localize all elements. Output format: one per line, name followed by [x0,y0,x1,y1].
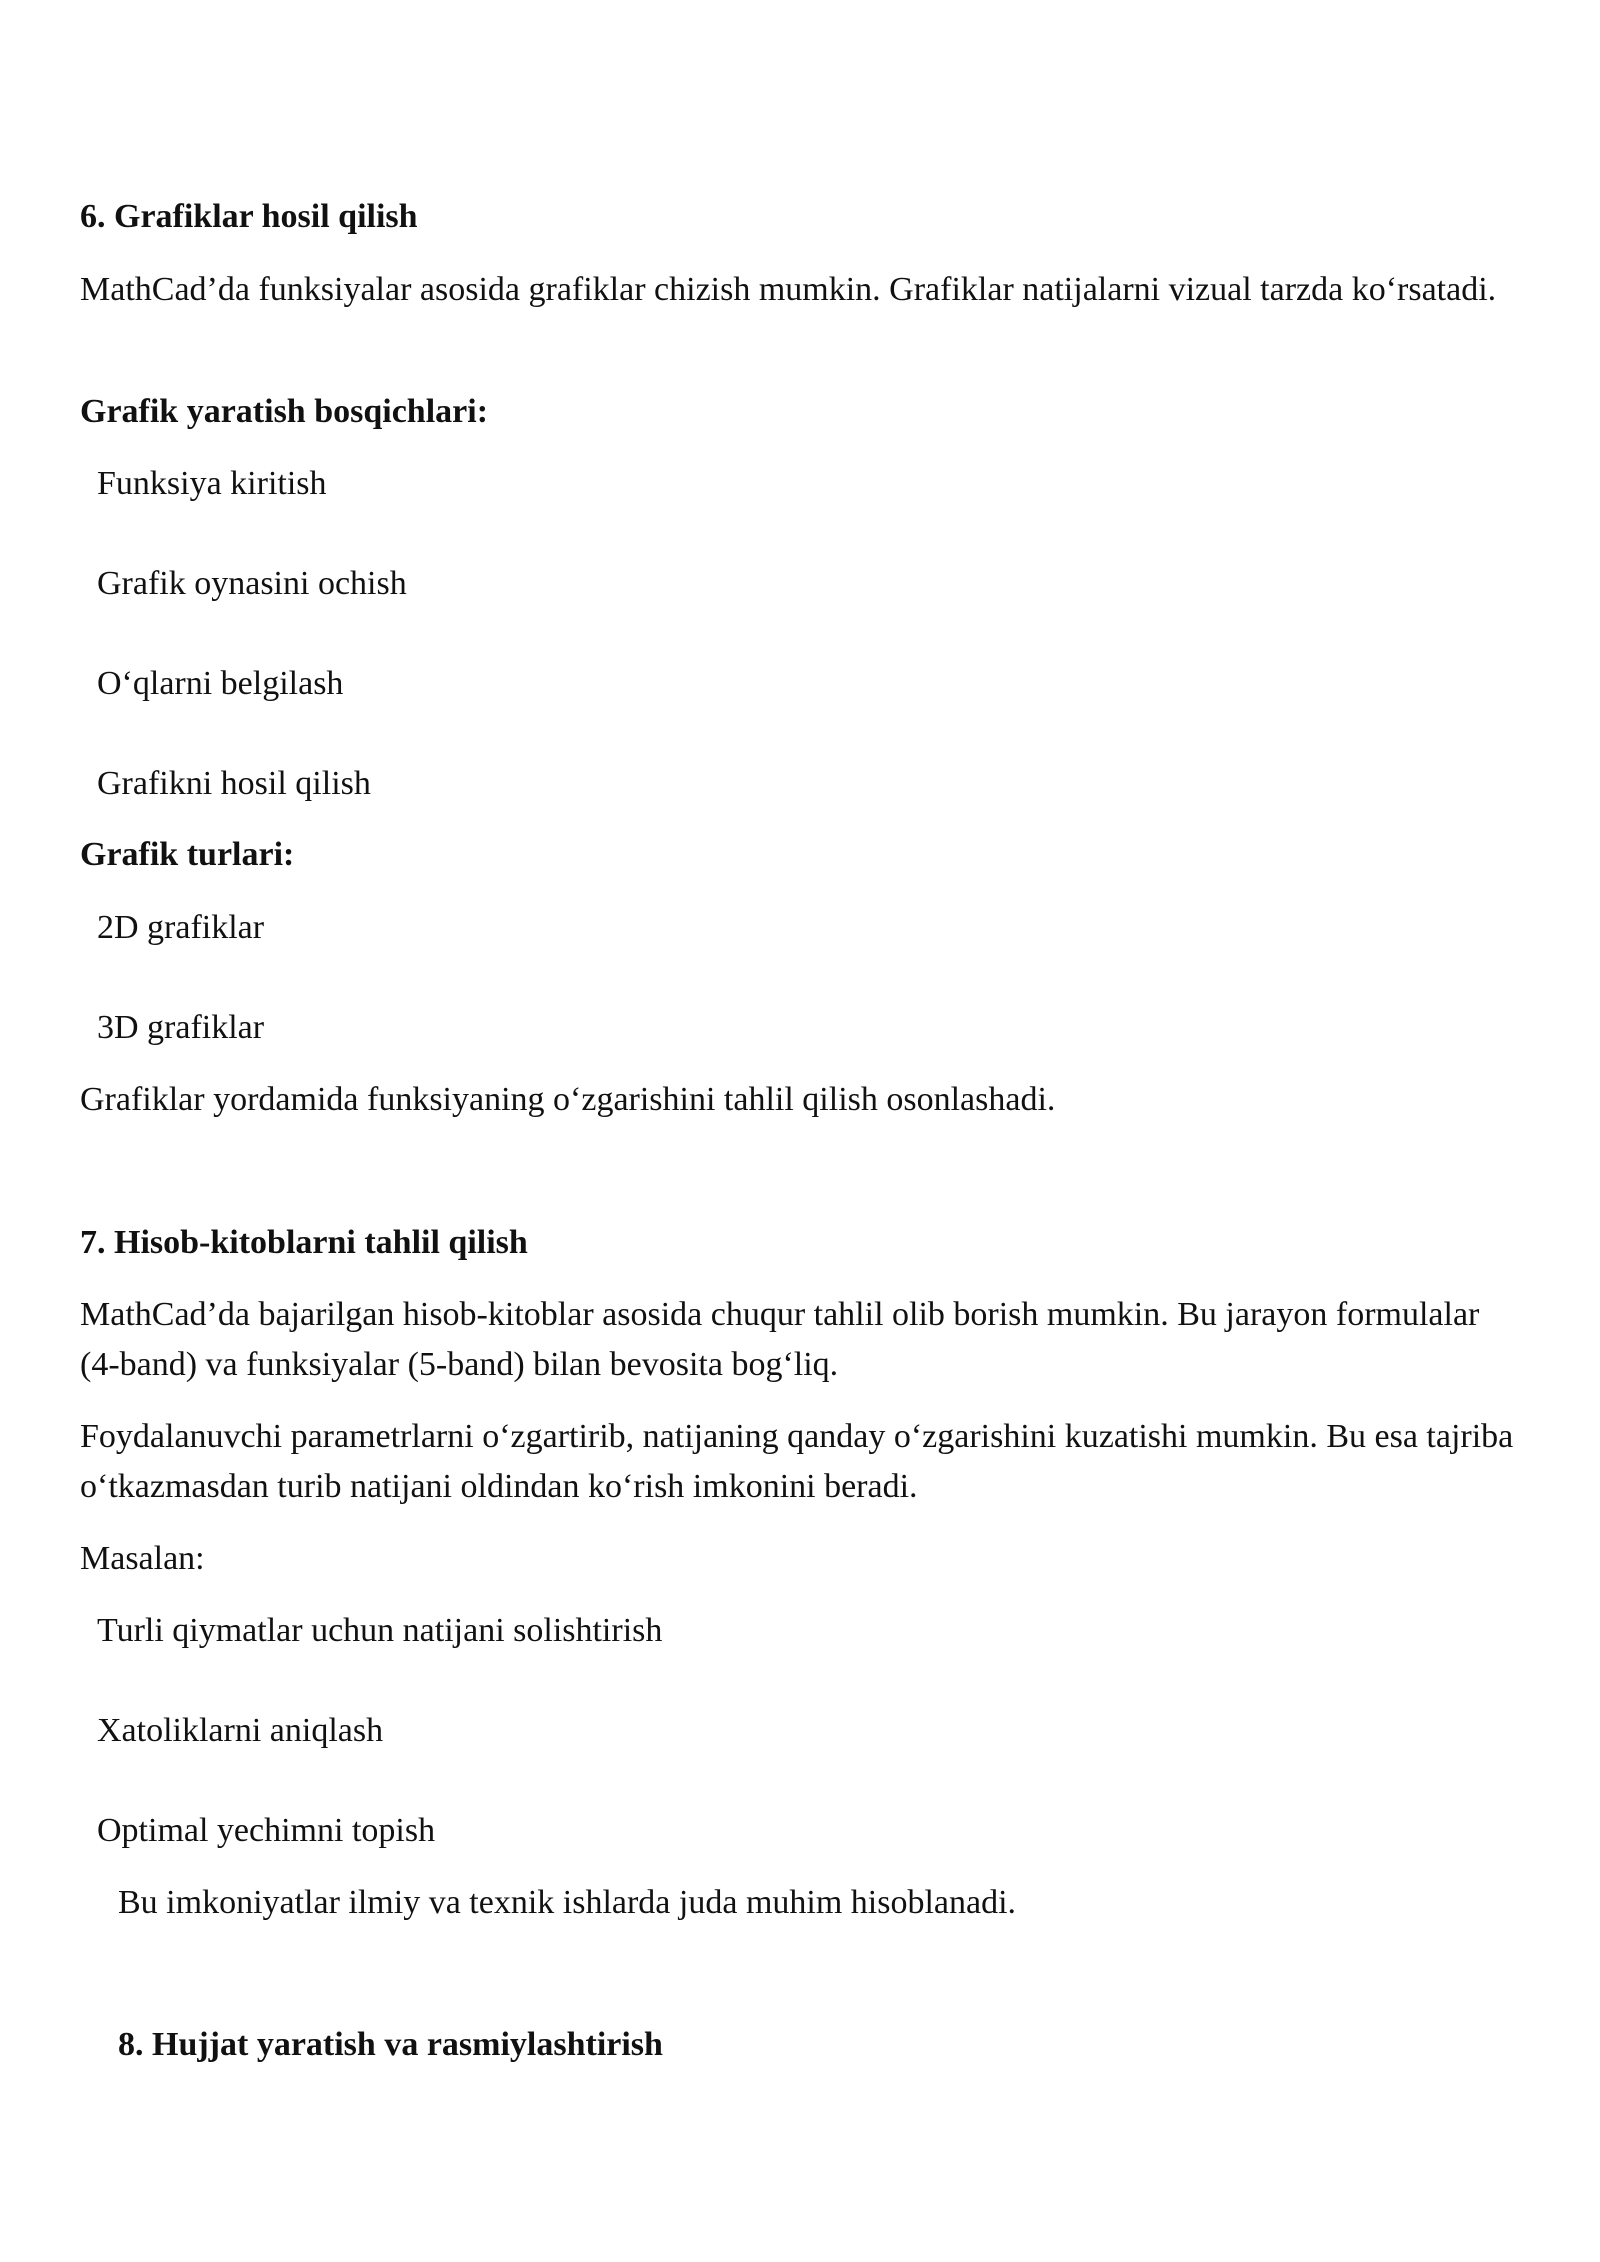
section-7-paragraph-2: Foydalanuvchi parametrlarni o‘zgartirib, natijaning qanday o‘zgarishini kuzatishi mumkin. Bu esa tajriba o‘tkazmasdan turib natijani oldindan ko‘rish imkonini beradi. [80,1418,1514,1505]
section-6-conclusion: Grafiklar yordamida funksiyaning o‘zgarishini tahlil qilish osonlashadi. [80,1081,1056,1118]
section-7-heading: 7. Hisob-kitoblarni tahlil qilish [80,1224,528,1261]
graph-step-item: Grafik oynasini ochish [97,565,407,602]
section-7-paragraph-1: MathCad’da bajarilgan hisob-kitoblar asosida chuqur tahlil olib borish mumkin. Bu jarayon formulalar (4-band) va funksiyalar (5-band) bilan bevosita bog‘liq. [80,1296,1480,1383]
section-6-heading: 6. Grafiklar hosil qilish [80,198,418,235]
section-8-heading: 8. Hujjat yaratish va rasmiylashtirish [118,2026,663,2063]
section-7-conclusion: Bu imkoniyatlar ilmiy va texnik ishlarda juda muhim hisoblanadi. [118,1884,1017,1921]
example-label: Masalan: [80,1540,205,1577]
section-6-intro: MathCad’da funksiyalar asosida grafiklar chizish mumkin. Grafiklar natijalarni vizual tarzda ko‘rsatadi. [80,271,1497,308]
graph-type-item: 2D grafiklar [97,909,265,946]
example-item: Xatoliklarni aniqlash [97,1712,384,1749]
graph-step-item: Funksiya kiritish [97,465,327,502]
graph-steps-heading: Grafik yaratish bosqichlari: [80,393,489,430]
graph-types-heading: Grafik turlari: [80,836,295,873]
example-item: Optimal yechimni topish [97,1812,436,1849]
graph-type-item: 3D grafiklar [97,1009,265,1046]
example-item: Turli qiymatlar uchun natijani solishtirish [97,1612,663,1649]
graph-step-item: Grafikni hosil qilish [97,765,371,802]
graph-step-item: O‘qlarni belgilash [97,665,344,702]
